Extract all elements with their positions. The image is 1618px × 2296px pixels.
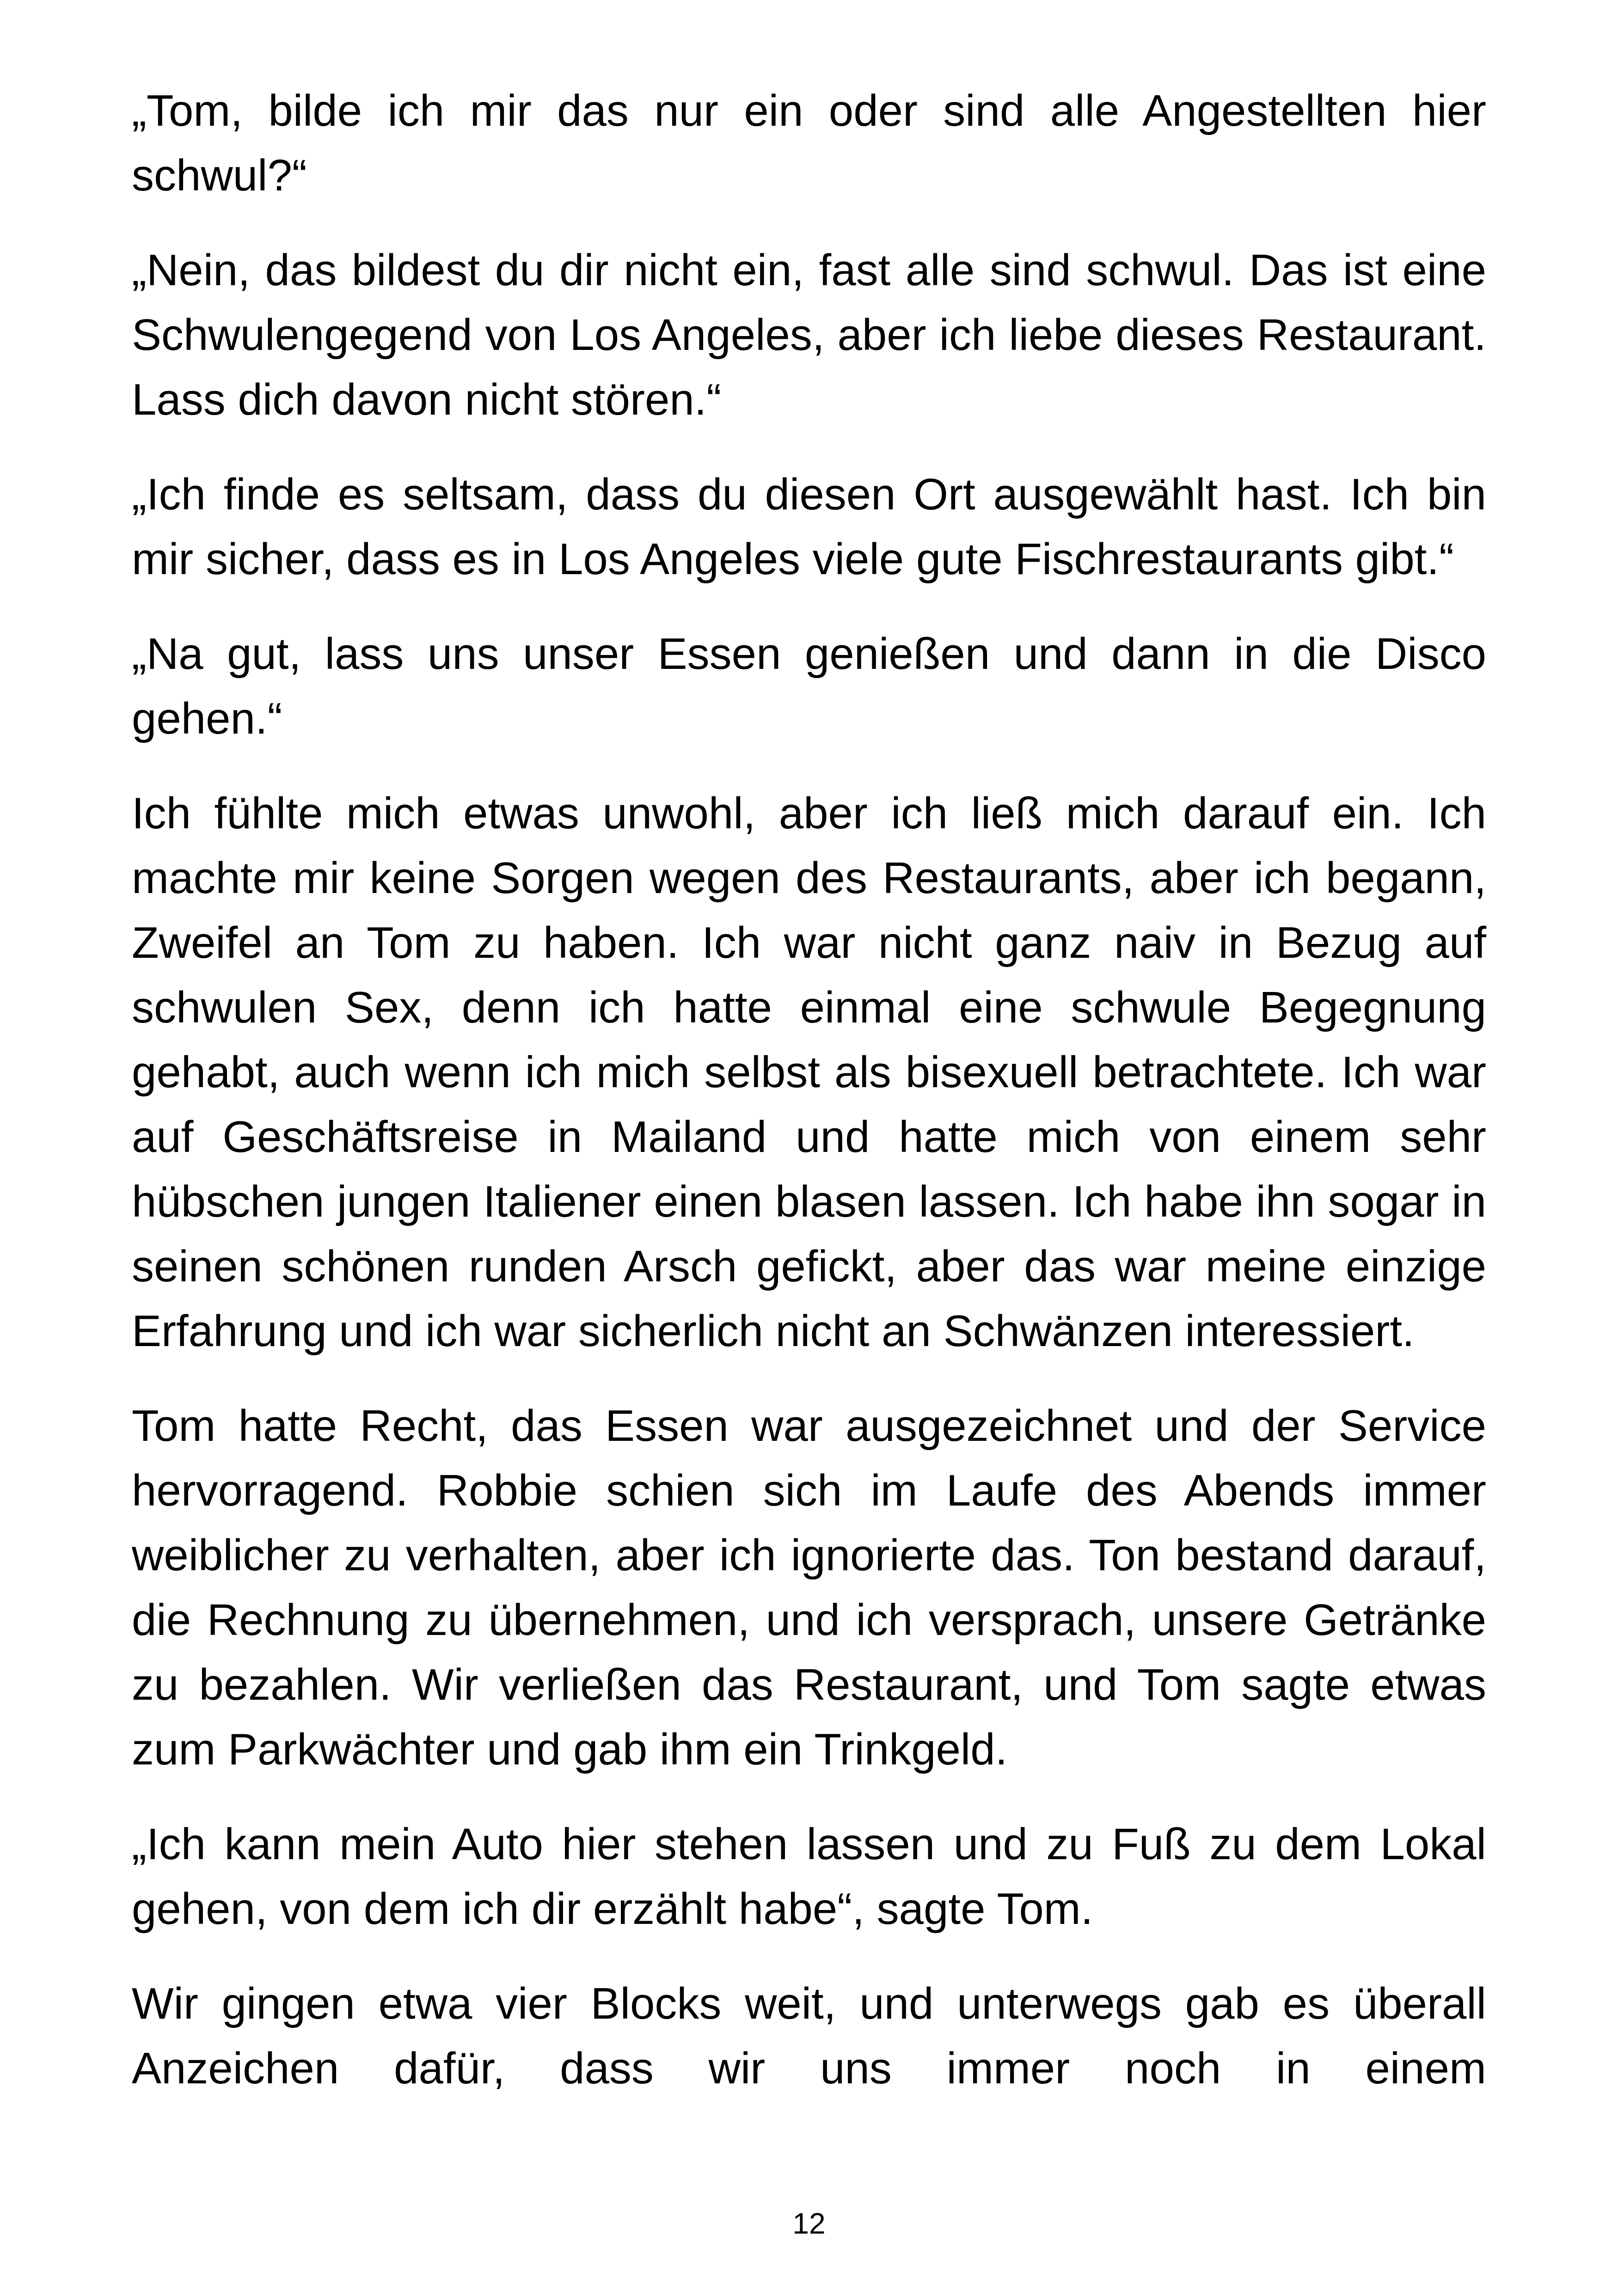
paragraph-7: „Ich kann mein Auto hier stehen lassen und zu Fuß zu dem Lokal gehen, von dem ich dir erzählt habe“, sagte Tom. — [132, 1819, 1486, 1934]
paragraph-3: „Ich finde es seltsam, dass du diesen Ort ausgewählt hast. Ich bin mir sicher, dass es in Los Angeles viele gute Fischrestaurants gibt.“ — [132, 470, 1486, 584]
paragraph-4: „Na gut, lass uns unser Essen genießen und dann in die Disco gehen.“ — [132, 629, 1486, 743]
paragraph-1: „Tom, bilde ich mir das nur ein oder sind alle Angestellten hier schwul?“ — [132, 86, 1486, 200]
paragraph-2: „Nein, das bildest du dir nicht ein, fast alle sind schwul. Das ist eine Schwulengegend von Los Angeles, aber ich liebe dieses Restaurant. Lass dich davon nicht stören.“ — [132, 245, 1486, 424]
paragraph-8: Wir gingen etwa vier Blocks weit, und unterwegs gab es überall Anzeichen dafür, dass wir uns immer noch in einem — [132, 1979, 1486, 2093]
page-number: 12 — [792, 2207, 826, 2240]
paragraph-5: Ich fühlte mich etwas unwohl, aber ich ließ mich darauf ein. Ich machte mir keine Sorgen wegen des Restaurants, aber ich begann, Zweifel an Tom zu haben. Ich war nicht ganz naiv in Bezug auf schwulen Sex, denn ich hatte einmal eine schwule Begegnung gehabt, auch wenn ich mich selbst als bisexuell betrachtete. Ich war auf Geschäftsreise in Mailand und hatte mich von einem sehr hübschen jungen Italiener einen blasen lassen. Ich habe ihn sogar in seinen schönen runden Arsch gefickt, aber das war meine einzige Erfahrung und ich war sicherlich nicht an Schwänzen interessiert. — [132, 789, 1486, 1356]
paragraph-6: Tom hatte Recht, das Essen war ausgezeichnet und der Service hervorragend. Robbie schien sich im Laufe des Abends immer weiblicher zu verhalten, aber ich ignorierte das. Ton bestand darauf, die Rechnung zu übernehmen, und ich versprach, unsere Getränke zu bezahlen. Wir verließen das Restaurant, und Tom sagte etwas zum Parkwächter und gab ihm ein Trinkgeld. — [132, 1401, 1486, 1774]
page-body — [132, 79, 1486, 2131]
